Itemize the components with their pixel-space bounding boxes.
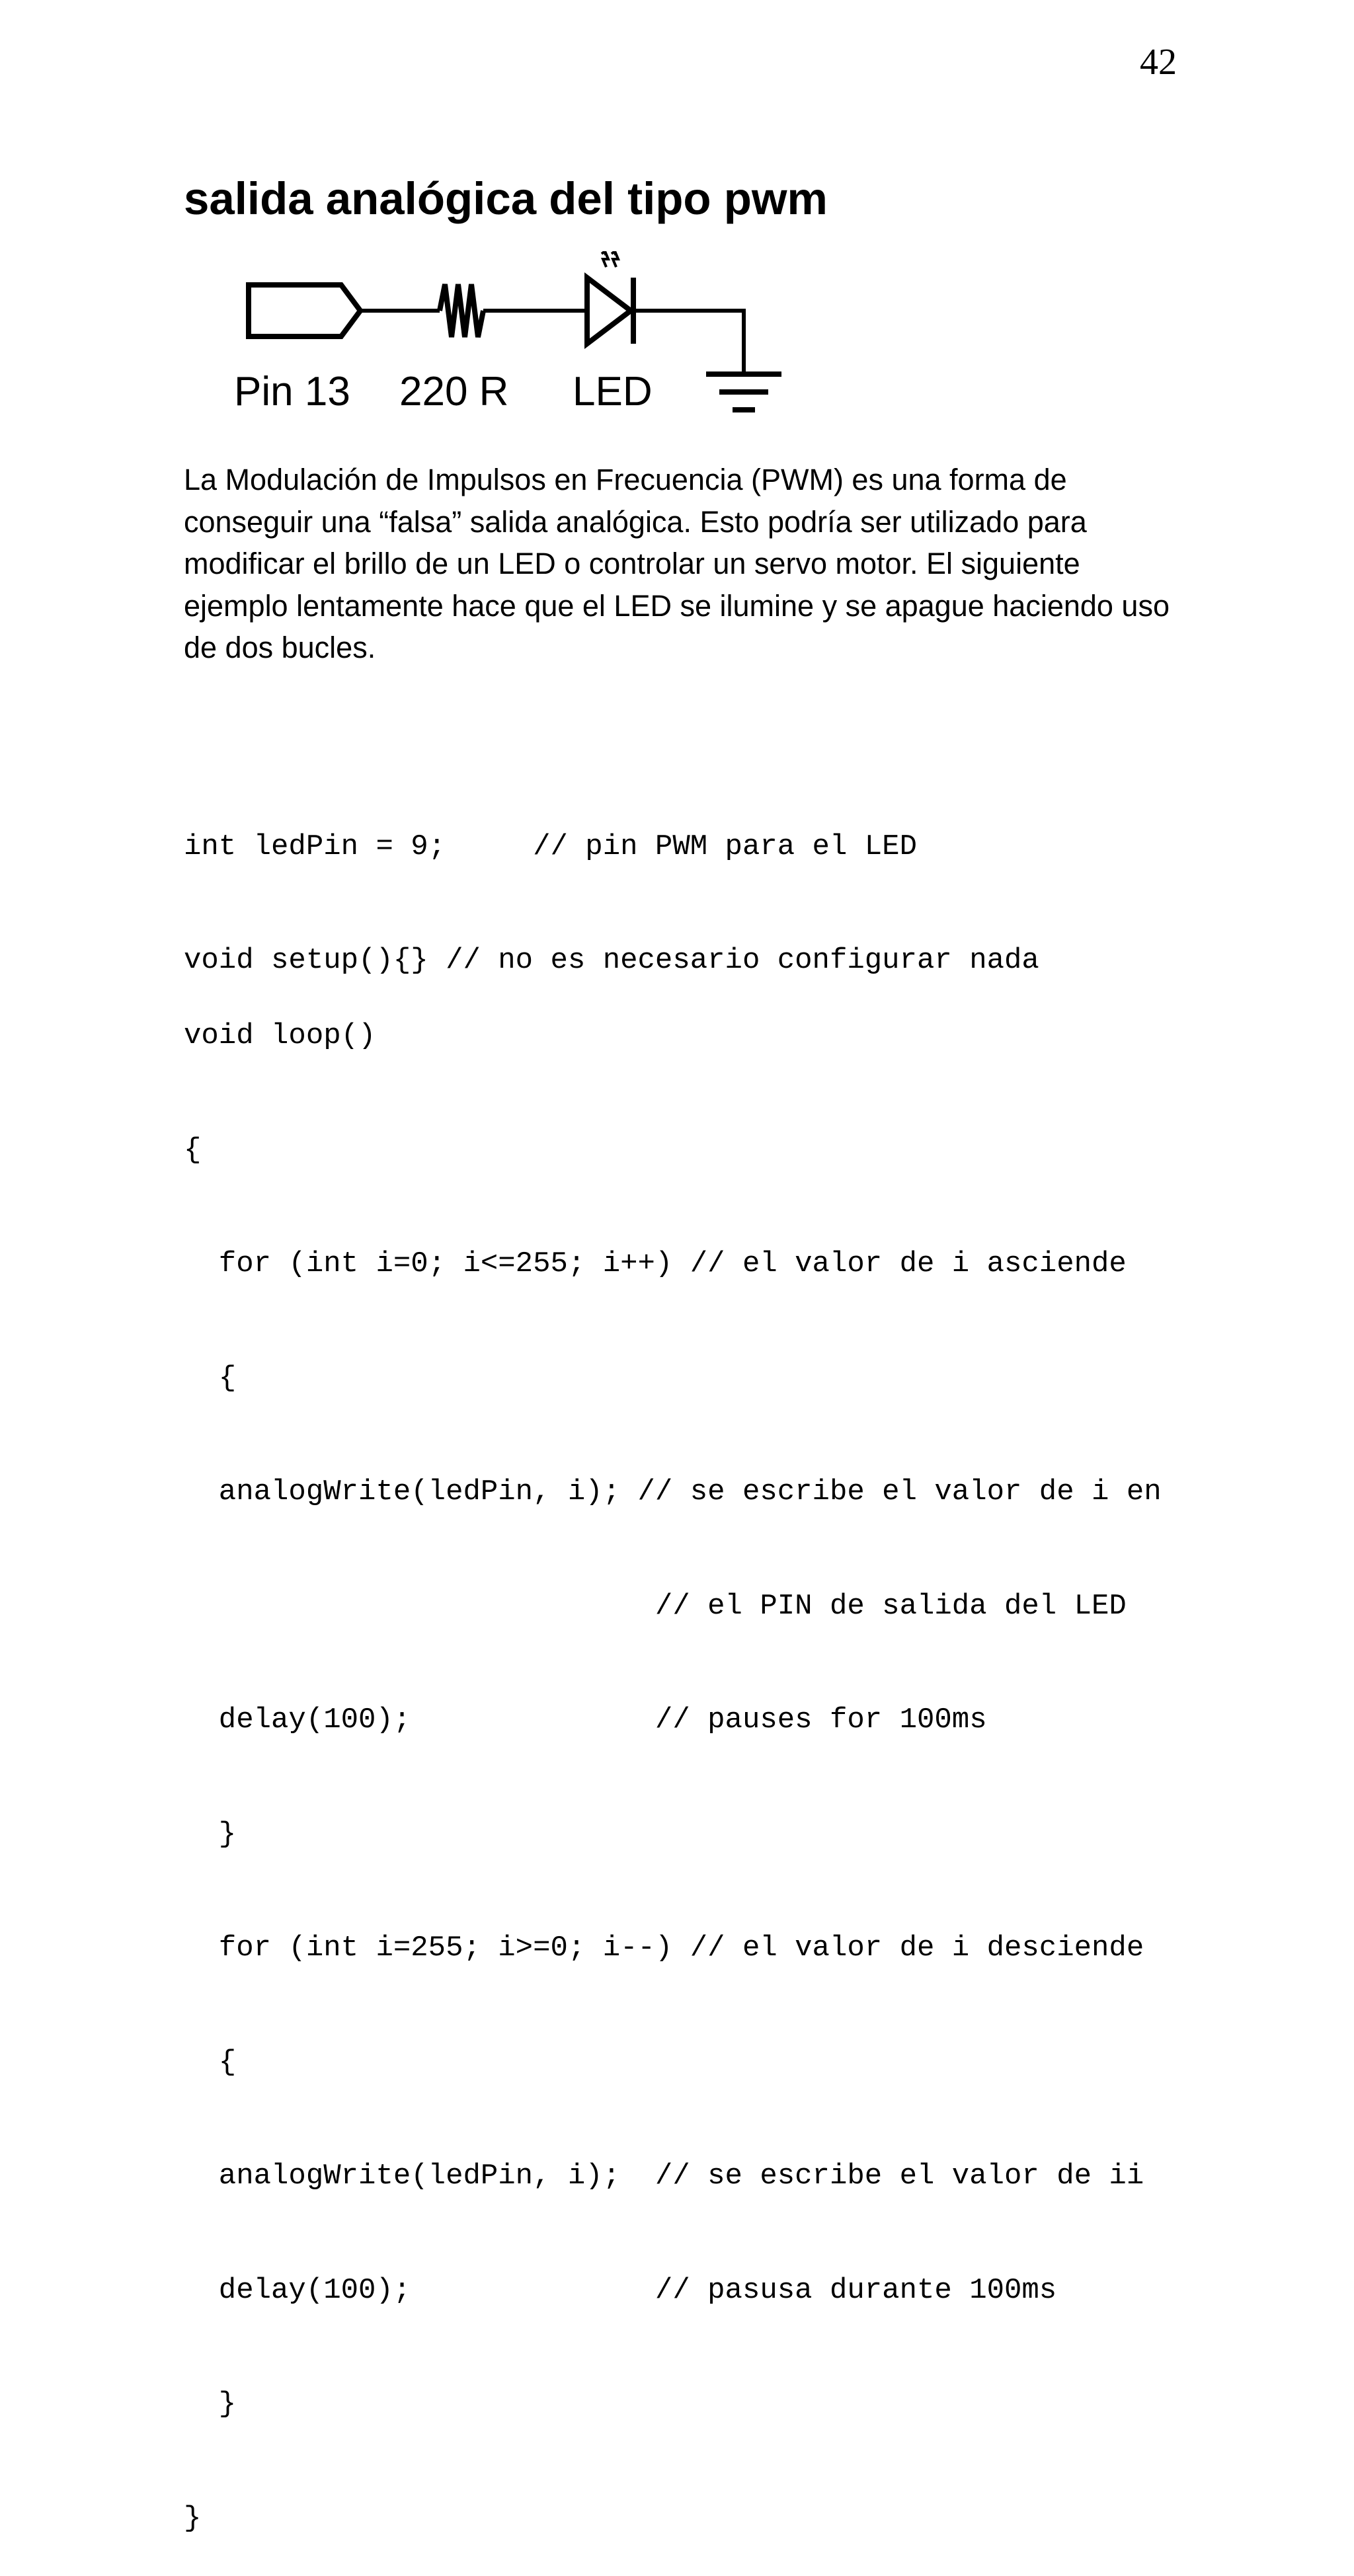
code-line: int ledPin = 9; // pin PWM para el LED	[184, 830, 917, 863]
output-pin-symbol	[249, 285, 360, 336]
resistor-label: 220 R	[399, 369, 509, 414]
code-loop	[184, 941, 1162, 2576]
body-paragraph: La Modulación de Impulsos en Frecuencia (PWM) es una forma de conseguir una “falsa” salida analógica. Esto podría ser utilizado para modificar el brillo de un LED o controlar un servo motor. El siguiente ejemplo lentamente hace que el LED se ilumine y se apague haciendo uso de dos bucles.	[184, 463, 1170, 664]
circuit-schematic	[225, 251, 793, 423]
led-label: LED	[573, 369, 653, 414]
resistor-symbol	[440, 284, 483, 337]
wire-led-ground	[633, 311, 744, 374]
code-line: for (int i=255; i>=0; i--) // el valor de i desciende	[184, 1932, 1144, 1965]
code-line: delay(100); // pauses for 100ms	[184, 1703, 987, 1737]
ground-symbol	[706, 374, 781, 410]
code-line: // el PIN de salida del LED	[184, 1589, 1127, 1623]
code-line: {	[184, 1361, 237, 1395]
code-line: void setup(){} // no es necesario configurar nada	[184, 944, 1039, 977]
code-line: for (int i=0; i<=255; i++) // el valor de i asciende	[184, 1247, 1127, 1280]
code-line: void loop()	[184, 1019, 376, 1052]
page-title: salida analógica del tipo pwm	[184, 173, 828, 224]
code-line: }	[184, 2501, 202, 2535]
code-line: }	[184, 1817, 237, 1851]
code-line: analogWrite(ledPin, i); // se escribe el valor de i en	[184, 1475, 1162, 1508]
code-line: {	[184, 2045, 237, 2079]
led-light-arrows-icon	[602, 251, 618, 267]
code-line: {	[184, 1133, 202, 1167]
page-number: 42	[1140, 42, 1177, 83]
code-line: }	[184, 2388, 237, 2421]
code-line: analogWrite(ledPin, i); // se escribe el valor de ii	[184, 2160, 1144, 2193]
code-line: delay(100); // pasusa durante 100ms	[184, 2273, 1057, 2307]
pin-label: Pin 13	[234, 369, 350, 414]
led-symbol	[587, 278, 631, 344]
